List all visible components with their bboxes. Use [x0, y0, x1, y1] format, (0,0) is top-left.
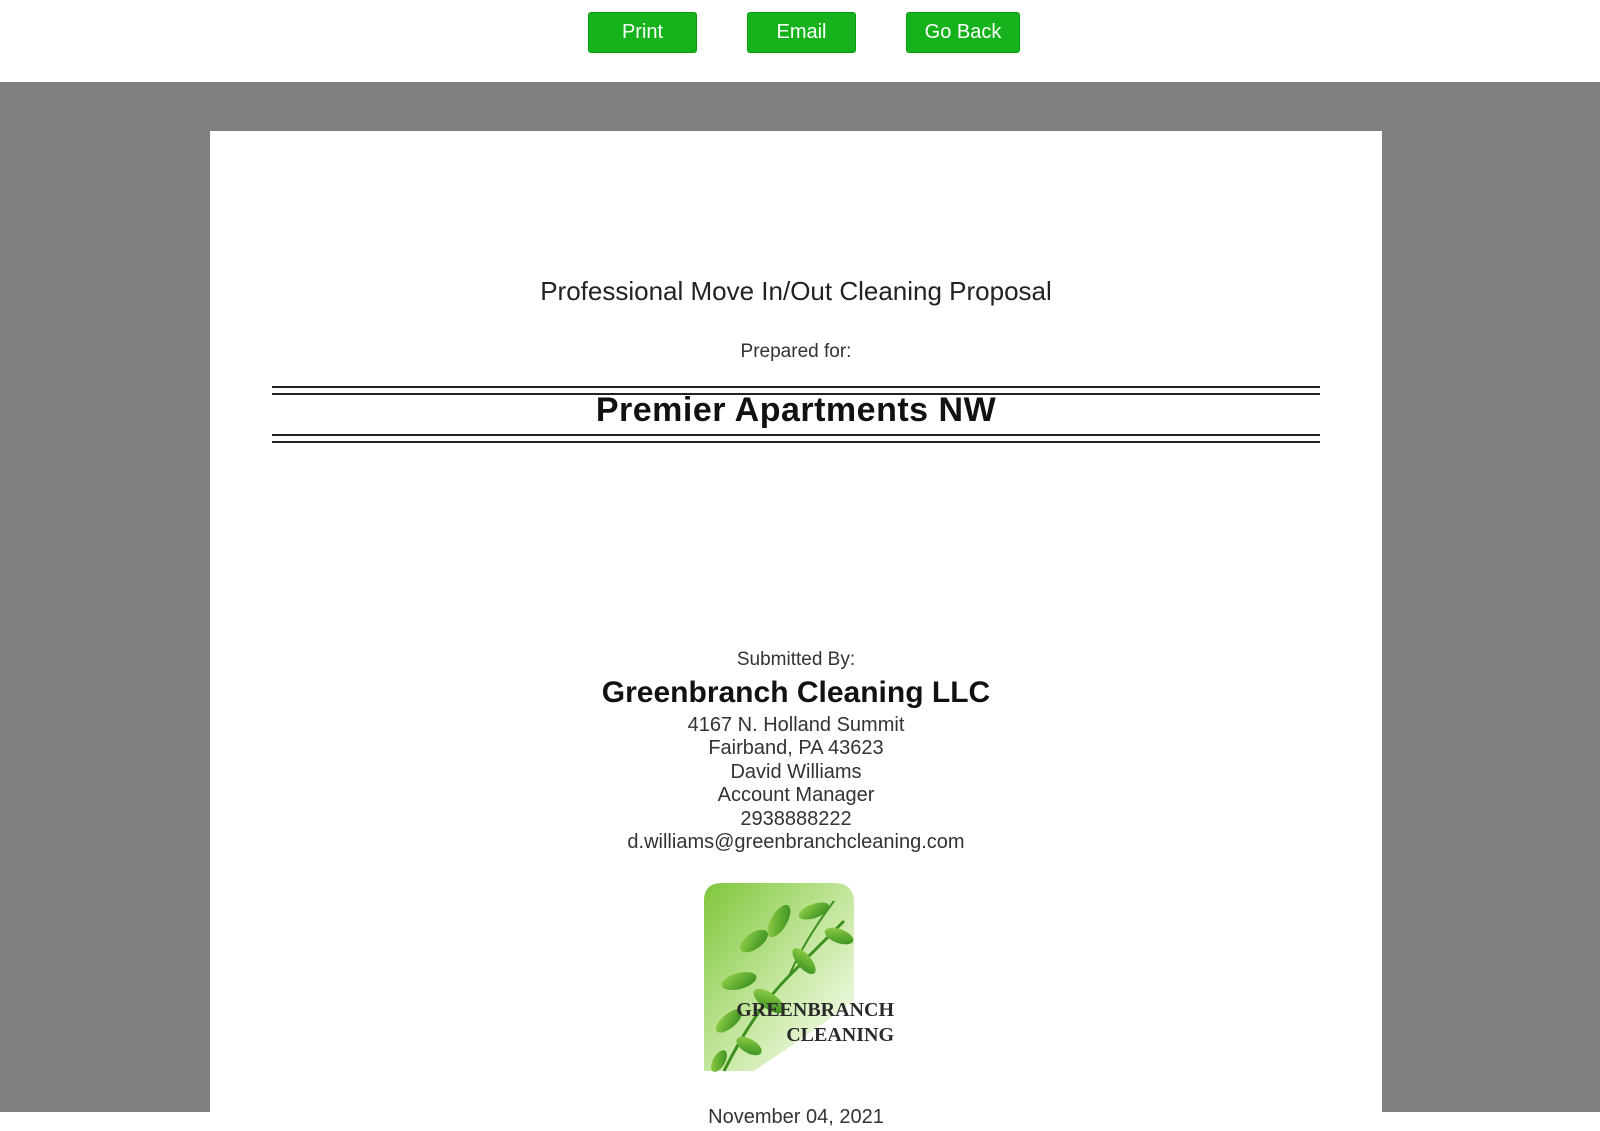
contact-name: David Williams [730, 761, 862, 783]
proposal-title: Professional Move In/Out Cleaning Proposal [540, 276, 1052, 306]
company-logo [694, 881, 904, 1081]
proposal-date: November 04, 2021 [708, 1106, 884, 1128]
logo-text-line2: CLEANING [786, 1024, 894, 1046]
client-name: Premier Apartments NW [595, 391, 997, 429]
divider-line [272, 441, 1320, 443]
contact-phone: 2938888222 [740, 808, 852, 830]
print-button[interactable]: Print [588, 12, 697, 53]
toolbar [0, 0, 1600, 82]
email-button[interactable]: Email [747, 12, 856, 53]
go-back-button[interactable]: Go Back [906, 12, 1020, 53]
submitted-by-label: Submitted By: [736, 649, 856, 670]
company-address-line1: 4167 N. Holland Summit [687, 714, 905, 736]
prepared-for-label: Prepared for: [740, 341, 852, 362]
document-viewer[interactable] [0, 82, 1600, 1128]
contact-title: Account Manager [717, 784, 875, 806]
company-address-line2: Fairband, PA 43623 [708, 737, 884, 759]
contact-email: d.williams@greenbranchcleaning.com [627, 831, 965, 853]
logo-text-line1: GREENBRANCH [736, 999, 894, 1021]
divider-line [272, 434, 1320, 436]
divider-line [272, 386, 1320, 388]
company-name: Greenbranch Cleaning LLC [601, 676, 991, 709]
document-page [210, 131, 1382, 1131]
